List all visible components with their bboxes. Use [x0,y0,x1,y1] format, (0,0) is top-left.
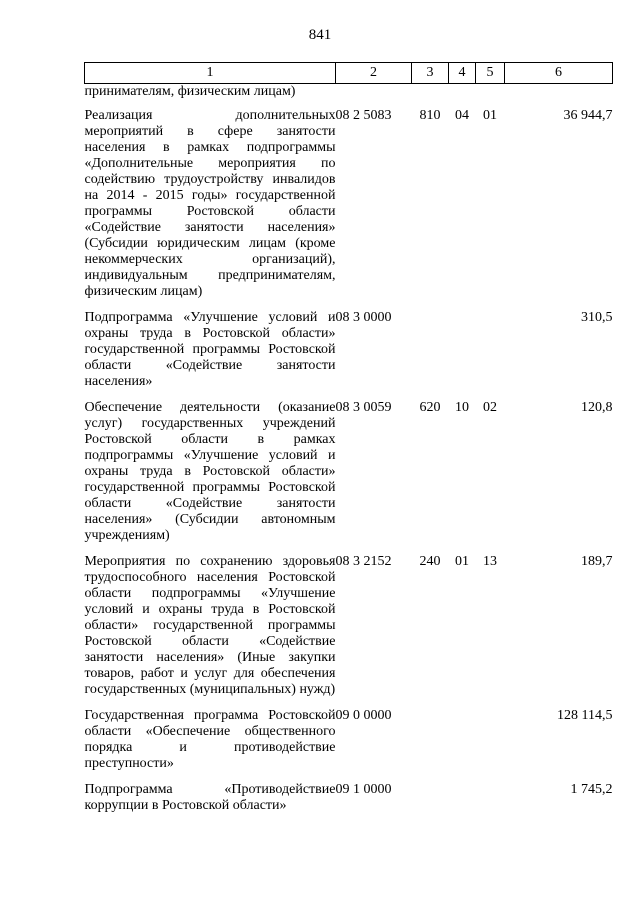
row-name: принимателям, физическим лицам) [84,84,296,99]
row-code: 08 3 0059 [335,400,392,415]
row-sum: 36 944,7 [563,108,613,123]
row-code: 08 2 5083 [335,108,392,123]
row-code: 09 1 0000 [335,782,392,797]
row-pr: 01 [483,108,497,123]
row-rz: 04 [455,108,469,123]
row-name: Мероприятия по сохранению здоровья трудоспособного населения Ростовской области подпрограммы «Улучшение условий и охраны труда в Ростовской области» государственной программы Ростовской области «Содействие занятости населения» (Иные закупки товаров, работ и услуг для обеспечения государственных (муниципальных) нужд) [84,554,336,697]
row-name: Обеспечение деятельности (оказание услуг) государственных учреждений Ростовской области в рамках подпрограммы «Улучшение условий и охраны труда в Ростовской области» государственной программы Ростовской области «Содействие занятости населения» (Субсидии автономным учреждениям) [84,400,336,543]
header-col-pr: 5 [476,63,505,84]
row-sum: 120,8 [581,400,613,415]
row-pr [476,84,505,107]
row-vr: 620 [419,400,441,415]
table-row [85,398,613,552]
row-pr: 13 [483,554,497,569]
page-number: 841 [308,27,332,43]
row-name: Государственная программа Ростовской области «Обеспечение общественного порядка и противодействие преступности» [84,708,336,771]
table-row [85,780,613,822]
row-vr [412,84,449,107]
row-vr: 810 [419,108,441,123]
header-row [85,63,613,84]
table-row [85,84,613,107]
row-sum: 310,5 [581,310,613,325]
row-vr [412,706,449,780]
row-vr [412,308,449,398]
row-name: Подпрограмма «Улучшение условий и охраны труда в Ростовской области» государственной программы Ростовской области «Содействие занятости населения» [84,310,336,389]
table-row [85,552,613,706]
header-col-name: 1 [85,63,336,84]
table-row [85,706,613,780]
row-rz [449,308,476,398]
row-code [336,84,412,107]
row-pr [476,308,505,398]
row-vr: 240 [419,554,441,569]
row-rz: 01 [455,554,469,569]
header-col-code: 2 [336,63,412,84]
budget-table [84,62,613,822]
row-rz [449,706,476,780]
header-col-rz: 4 [449,63,476,84]
row-pr [476,780,505,822]
row-pr: 02 [483,400,497,415]
row-sum: 128 114,5 [557,708,613,723]
header-col-vr: 3 [412,63,449,84]
row-name: Реализация дополнительных мероприятий в сфере занятости населения в рамках подпрограммы «Дополнительные мероприятия по содействию трудоустройству инвалидов на 2014 - 2015 годы» государственной программы Ростовской области «Содействие занятости населения» (Субсидии юридическим лицам (кроме некоммерческих организаций), индивидуальным предпринимателям, физическим лицам) [84,108,336,299]
row-sum [505,84,613,107]
header-col-sum: 6 [505,63,613,84]
row-code: 08 3 2152 [335,554,392,569]
row-code: 09 0 0000 [335,708,392,723]
row-rz: 10 [455,400,469,415]
row-rz [449,780,476,822]
row-sum: 1 745,2 [570,782,613,797]
row-sum: 189,7 [581,554,613,569]
row-code: 08 3 0000 [335,310,392,325]
row-name: Подпрограмма «Противодействие коррупции в Ростовской области» [84,782,336,813]
row-rz [449,84,476,107]
row-vr [412,780,449,822]
table-row [85,106,613,308]
table-row [85,308,613,398]
row-pr [476,706,505,780]
